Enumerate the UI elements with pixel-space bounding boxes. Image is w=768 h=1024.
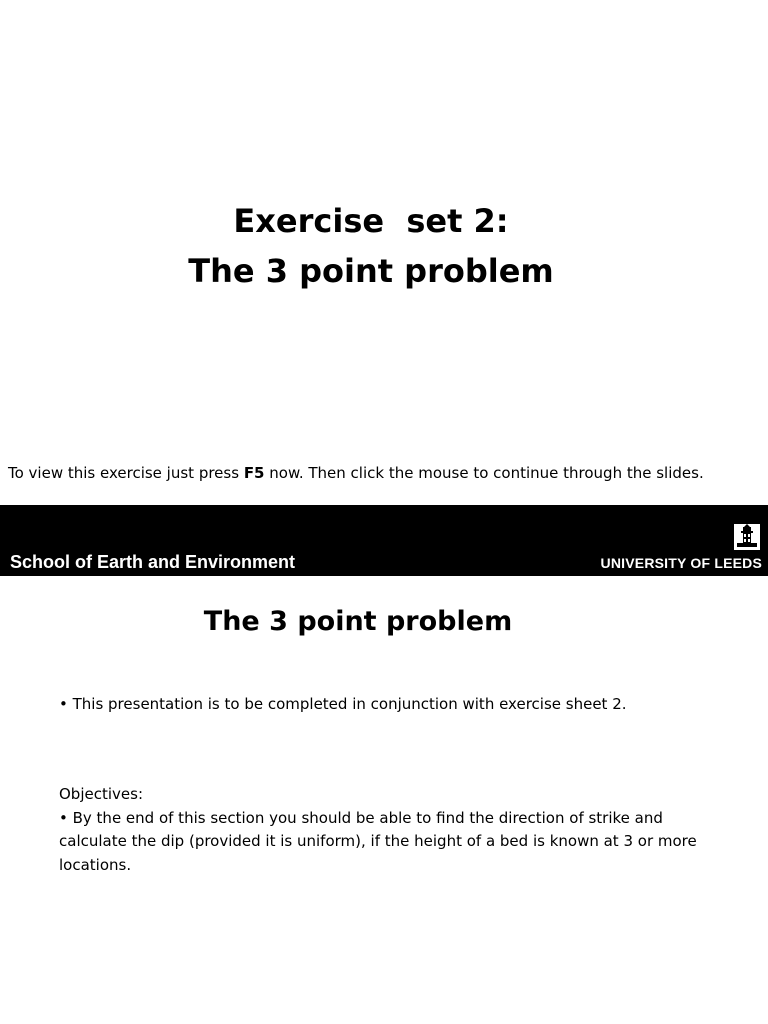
- objectives-block: [59, 783, 709, 877]
- university-name: UNIVERSITY OF LEEDS: [600, 555, 762, 571]
- section-title: The 3 point problem: [203, 606, 513, 637]
- slide-title-line-2: The 3 point problem: [188, 252, 554, 290]
- university-banner: [0, 505, 768, 576]
- instruction-text: [8, 462, 764, 484]
- objectives-heading: Objectives:: [59, 785, 143, 803]
- slide-title-line-1: Exercise set 2:: [233, 202, 509, 240]
- slide-title: [0, 196, 742, 296]
- university-tower-logo-icon: [731, 521, 763, 553]
- school-name: School of Earth and Environment: [10, 552, 296, 572]
- objectives-bullet: • By the end of this section you should be able to find the direction of strike and calculate the dip (provided it is uniform), if the height of a bed is known at 3 or more locations.: [59, 808, 697, 874]
- instruction-key: F5: [243, 464, 265, 482]
- instruction-before: To view this exercise just press: [8, 464, 244, 482]
- intro-bullet: • This presentation is to be completed in conjunction with exercise sheet 2.: [59, 695, 627, 713]
- instruction-after: now. Then click the mouse to continue through the slides.: [264, 464, 704, 482]
